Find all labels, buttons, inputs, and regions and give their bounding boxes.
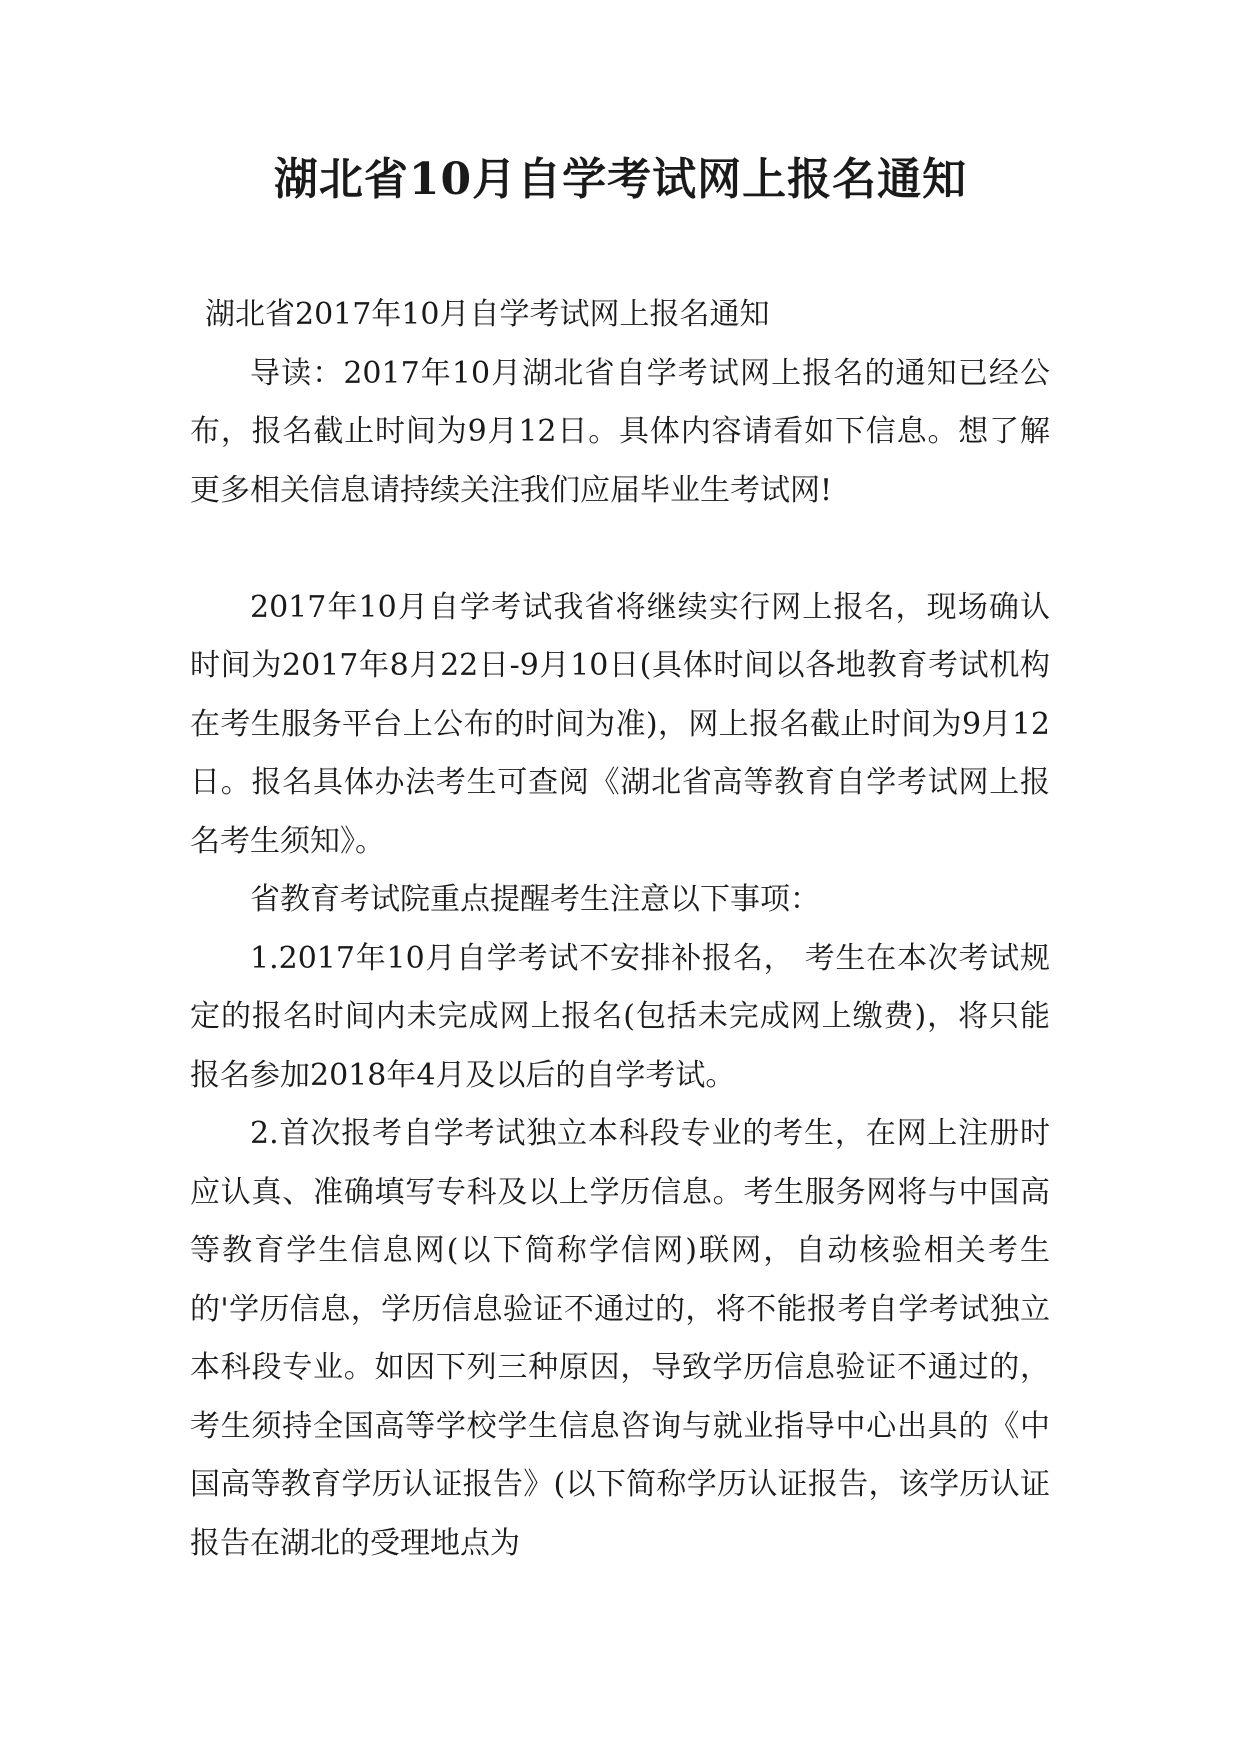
paragraph-spacer — [190, 520, 1050, 579]
notice-heading-paragraph: 省教育考试院重点提醒考生注意以下事项： — [250, 882, 820, 917]
document-title: 湖北省10月自学考试网上报名通知 — [273, 154, 968, 205]
body-paragraph: 2017年10月自学考试我省将继续实行网上报名，现场确认时间为2017年8月22日-9月10日(具体时间以各地教育考试机构在考生服务平台上公布的时间为准)，网上报名截止时间为9月12日。报名具体办法考生可查阅《湖北省高等教育自学考试网上报名考生须知》。 — [190, 589, 1050, 859]
subtitle-paragraph: 湖北省2017年10月自学考试网上报名通知 — [205, 297, 770, 332]
intro-paragraph: 导读：2017年10月湖北省自学考试网上报名的通知已经公布，报名截止时间为9月12日。具体内容请看如下信息。想了解更多相关信息请持续关注我们应届毕业生考试网! — [190, 355, 1050, 508]
item-1-paragraph: 1.2017年10月自学考试不安排补报名， 考生在本次考试规定的报名时间内未完成网上报名(包括未完成网上缴费)，将只能报名参加2018年4月及以后的自学考试。 — [190, 940, 1050, 1093]
document-body — [190, 286, 1050, 1573]
item-2-paragraph: 2.首次报考自学考试独立本科段专业的考生，在网上注册时应认真、准确填写专科及以上学历信息。考生服务网将与中国高等教育学生信息网(以下简称学信网)联网，自动核验相关考生的'学历信息，学历信息验证不通过的，将不能报考自学考试独立本科段专业。如因下列三种原因，导致学历信息验证不通过的，考生须持全国高等学校学生信息咨询与就业指导中心出具的《中国高等教育学历认证报告》(以下简称学历认证报告，该学历认证报告在湖北的受理地点为 — [190, 1116, 1050, 1561]
